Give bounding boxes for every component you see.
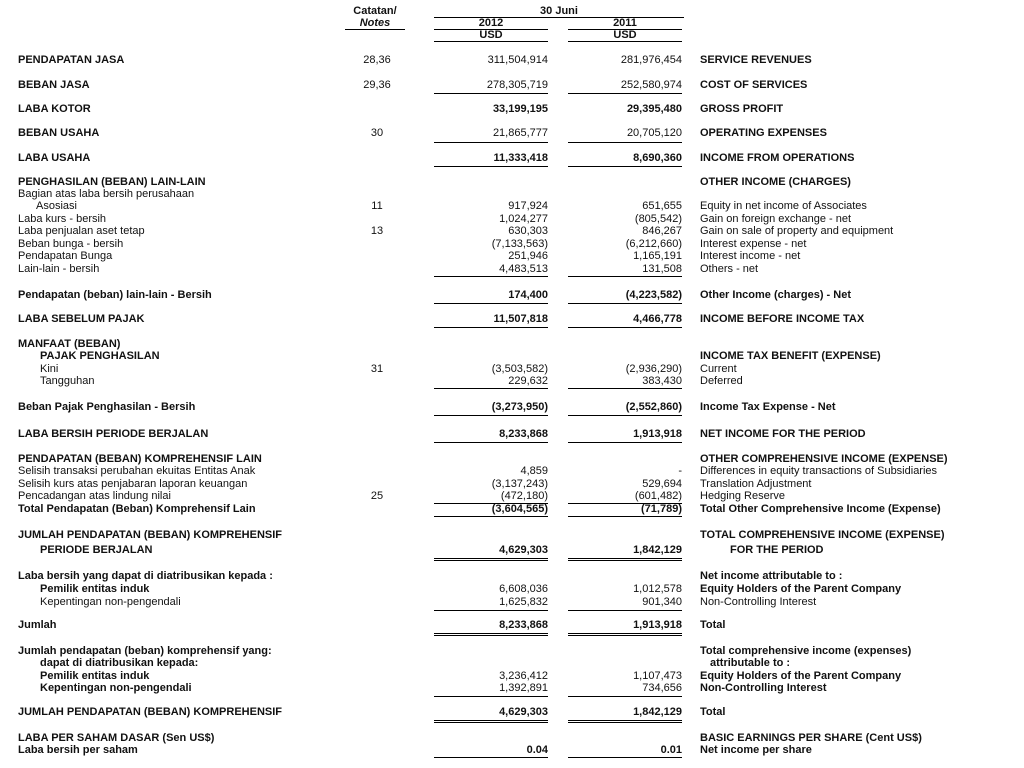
subtotal-rule xyxy=(434,166,548,167)
section-heading-en: OTHER COMPREHENSIVE INCOME (EXPENSE) xyxy=(700,453,948,465)
subtotal-rule xyxy=(568,610,682,611)
value-2011: 1,842,129 xyxy=(633,706,682,718)
value-2011: 1,842,129 xyxy=(633,544,682,556)
row-label-en: Differences in equity transactions of Subsidiaries xyxy=(700,465,938,477)
row-label-id: Laba kurs - bersih xyxy=(18,213,107,225)
value-2011: 529,694 xyxy=(642,478,682,490)
value-2012: 4,629,303 xyxy=(499,706,548,718)
subtotal-rule xyxy=(568,516,682,517)
row-label-id: Selisih transaksi perubahan ekuitas Entitas Anak xyxy=(18,465,256,477)
value-2012: 4,483,513 xyxy=(499,263,548,275)
value-2012: 4,629,303 xyxy=(499,544,548,556)
row-label-en: Equity Holders of the Parent Company xyxy=(700,583,902,595)
row-label-en: Others - net xyxy=(700,263,759,275)
value-2012: 917,924 xyxy=(508,200,548,212)
value-2012: 1,625,832 xyxy=(499,596,548,608)
row-label-id: Selisih kurs atas penjabaran laporan keuangan xyxy=(18,478,248,490)
subtotal-rule xyxy=(434,142,548,143)
section-heading-en: attributable to : xyxy=(710,657,791,669)
total-double-rule xyxy=(434,633,548,636)
section-heading-en: TOTAL COMPREHENSIVE INCOME (EXPENSE) xyxy=(700,529,945,541)
row-label-en: INCOME FROM OPERATIONS xyxy=(700,152,855,164)
value-2012: 8,233,868 xyxy=(499,428,548,440)
section-heading-id: Jumlah pendapatan (beban) komprehensif yang: xyxy=(18,645,272,657)
section-heading-en: OTHER INCOME (CHARGES) xyxy=(700,176,851,188)
row-label-id: Kini xyxy=(40,363,59,375)
value-2011: 252,580,974 xyxy=(620,79,682,91)
currency-2012-header: USD xyxy=(434,29,548,42)
row-note: 13 xyxy=(370,225,384,237)
value-2011: (71,789) xyxy=(641,503,682,515)
subtotal-rule xyxy=(434,303,548,304)
value-2011: 8,690,360 xyxy=(633,152,682,164)
row-label-id: Kepentingan non-pengendali xyxy=(40,682,192,694)
value-2012: 0.04 xyxy=(526,744,548,756)
row-label-en: Gain on foreign exchange - net xyxy=(700,213,852,225)
notes-header-id: Catatan/ xyxy=(353,5,397,17)
total-double-rule xyxy=(568,558,682,561)
year-2011-header: 2011 xyxy=(568,17,682,30)
value-2011: 1,913,918 xyxy=(633,619,682,631)
row-label-id: Beban Pajak Penghasilan - Bersih xyxy=(18,401,196,413)
value-2012: 11,507,818 xyxy=(493,313,548,325)
row-label-en: SERVICE REVENUES xyxy=(700,54,812,66)
row-label-en: INCOME BEFORE INCOME TAX xyxy=(700,313,865,325)
value-2011: (4,223,582) xyxy=(625,289,682,301)
value-2011: 901,340 xyxy=(642,596,682,608)
subtotal-rule xyxy=(568,696,682,697)
row-label-id: Kepentingan non-pengendali xyxy=(40,596,181,608)
row-label-en: Total Other Comprehensive Income (Expense) xyxy=(700,503,941,515)
value-2011: 734,656 xyxy=(642,682,682,694)
subtotal-rule xyxy=(434,327,548,328)
section-heading-en: Net income attributable to : xyxy=(700,570,843,582)
subtotal-rule xyxy=(568,415,682,416)
value-2012: 1,024,277 xyxy=(499,213,548,225)
currency-2011-header: USD xyxy=(568,29,682,42)
row-label-id: LABA BERSIH PERIODE BERJALAN xyxy=(18,428,209,440)
period-header: 30 Juni xyxy=(434,5,684,18)
value-2012: 11,333,418 xyxy=(493,152,548,164)
value-2011: (805,542) xyxy=(634,213,682,225)
row-label-id: Beban bunga - bersih xyxy=(18,238,124,250)
subtotal-rule xyxy=(568,757,682,758)
value-2012: 21,865,777 xyxy=(492,127,548,139)
value-2011: - xyxy=(678,465,682,477)
subtotal-rule xyxy=(568,327,682,328)
value-2012: 278,305,719 xyxy=(486,79,548,91)
value-2012: 4,859 xyxy=(520,465,548,477)
row-label-id: Pemilik entitas induk xyxy=(40,670,150,682)
value-2012: (3,273,950) xyxy=(491,401,548,413)
row-note: 31 xyxy=(370,363,384,375)
value-2011: 4,466,778 xyxy=(633,313,682,325)
row-label-en: Gain on sale of property and equipment xyxy=(700,225,894,237)
subtotal-rule xyxy=(568,93,682,94)
value-2012: 6,608,036 xyxy=(499,583,548,595)
value-2011: 383,430 xyxy=(642,375,682,387)
section-heading-id: PAJAK PENGHASILAN xyxy=(40,350,160,362)
value-2012: (3,604,565) xyxy=(491,503,548,515)
value-2011: 20,705,120 xyxy=(626,127,682,139)
row-label-id: LABA KOTOR xyxy=(18,103,91,115)
section-heading-id: LABA PER SAHAM DASAR (Sen US$) xyxy=(18,732,215,744)
total-double-rule xyxy=(434,720,548,723)
row-label-id: PERIODE BERJALAN xyxy=(40,544,153,556)
subtotal-rule xyxy=(568,142,682,143)
row-label-id: Laba penjualan aset tetap xyxy=(18,225,145,237)
value-2012: (7,133,563) xyxy=(491,238,548,250)
subtotal-rule xyxy=(434,442,548,443)
subtotal-rule xyxy=(568,303,682,304)
row-label-id: BEBAN USAHA xyxy=(18,127,100,139)
row-label-id: Asosiasi xyxy=(36,200,77,212)
value-2012: 33,199,195 xyxy=(492,103,548,115)
row-label-en: Translation Adjustment xyxy=(700,478,812,490)
section-heading-en: BASIC EARNINGS PER SHARE (Cent US$) xyxy=(700,732,922,744)
row-label-id: Bagian atas laba bersih perusahaan xyxy=(18,188,195,200)
value-2012: 174,400 xyxy=(508,289,548,301)
row-label-en: Deferred xyxy=(700,375,743,387)
subtotal-rule xyxy=(568,166,682,167)
subtotal-rule xyxy=(434,415,548,416)
row-label-id: Pendapatan Bunga xyxy=(18,250,113,262)
value-2011: 29,395,480 xyxy=(626,103,682,115)
value-2011: 1,012,578 xyxy=(633,583,682,595)
value-2012: 3,236,412 xyxy=(499,670,548,682)
section-heading-en: Total comprehensive income (expenses) xyxy=(700,645,912,657)
row-label-id: Total Pendapatan (Beban) Komprehensif Lain xyxy=(18,503,256,515)
row-label-en: GROSS PROFIT xyxy=(700,103,784,115)
row-label-en: COST OF SERVICES xyxy=(700,79,808,91)
subtotal-rule xyxy=(434,93,548,94)
value-2011: 131,508 xyxy=(642,263,682,275)
row-label-id: LABA SEBELUM PAJAK xyxy=(18,313,145,325)
section-heading-en: INCOME TAX BENEFIT (EXPENSE) xyxy=(700,350,881,362)
row-label-id: LABA USAHA xyxy=(18,152,91,164)
notes-header-en: Notes xyxy=(345,17,405,30)
value-2011: 846,267 xyxy=(642,225,682,237)
subtotal-rule xyxy=(434,610,548,611)
row-note: 28,36 xyxy=(363,54,391,66)
row-label-en: OPERATING EXPENSES xyxy=(700,127,827,139)
section-heading-id: PENGHASILAN (BEBAN) LAIN-LAIN xyxy=(18,176,206,188)
subtotal-rule xyxy=(434,757,548,758)
value-2012: 251,946 xyxy=(508,250,548,262)
row-label-en: Non-Controlling Interest xyxy=(700,682,827,694)
row-note: 11 xyxy=(371,200,383,212)
row-label-id: Lain-lain - bersih xyxy=(18,263,100,275)
value-2012: 1,392,891 xyxy=(499,682,548,694)
row-label-en: Other Income (charges) - Net xyxy=(700,289,851,301)
row-label-en: Interest expense - net xyxy=(700,238,807,250)
row-label-en: Income Tax Expense - Net xyxy=(700,401,836,413)
value-2011: (2,936,290) xyxy=(625,363,682,375)
row-label-id: Pendapatan (beban) lain-lain - Bersih xyxy=(18,289,212,301)
row-note: 29,36 xyxy=(363,79,391,91)
subtotal-rule xyxy=(434,696,548,697)
value-2011: 0.01 xyxy=(660,744,682,756)
row-note: 25 xyxy=(370,490,384,502)
row-label-en: Equity Holders of the Parent Company xyxy=(700,670,902,682)
row-label-id: BEBAN JASA xyxy=(18,79,90,91)
row-label-id: JUMLAH PENDAPATAN (BEBAN) KOMPREHENSIF xyxy=(18,706,282,718)
subtotal-rule xyxy=(434,276,548,277)
row-label-en: Net income per share xyxy=(700,744,812,756)
row-label-id: Pemilik entitas induk xyxy=(40,583,150,595)
row-label-id: Tangguhan xyxy=(40,375,95,387)
value-2011: (601,482) xyxy=(634,490,682,502)
value-2011: 281,976,454 xyxy=(620,54,682,66)
section-heading-id: PENDAPATAN (BEBAN) KOMPREHENSIF LAIN xyxy=(18,453,262,465)
subtotal-rule xyxy=(434,388,548,389)
row-label-en: Total xyxy=(700,706,726,718)
row-label-en: Interest income - net xyxy=(700,250,801,262)
section-heading-id: Laba bersih yang dapat di diatribusikan kepada : xyxy=(18,570,273,582)
row-label-id: Pencadangan atas lindung nilai xyxy=(18,490,171,502)
row-label-en: NET INCOME FOR THE PERIOD xyxy=(700,428,866,440)
total-double-rule xyxy=(568,633,682,636)
total-double-rule xyxy=(568,720,682,723)
value-2012: (3,137,243) xyxy=(491,478,548,490)
row-label-en: Hedging Reserve xyxy=(700,490,785,502)
row-label-id: Jumlah xyxy=(18,619,57,631)
value-2011: (2,552,860) xyxy=(625,401,682,413)
value-2011: (6,212,660) xyxy=(625,238,682,250)
row-label-en: Equity in net income of Associates xyxy=(700,200,867,212)
row-label-en: Non-Controlling Interest xyxy=(700,596,817,608)
value-2012: (472,180) xyxy=(500,490,548,502)
row-label-en: FOR THE PERIOD xyxy=(730,544,824,556)
value-2011: 1,107,473 xyxy=(633,670,682,682)
total-double-rule xyxy=(434,558,548,561)
section-heading-id: JUMLAH PENDAPATAN (BEBAN) KOMPREHENSIF xyxy=(18,529,282,541)
row-label-en: Total xyxy=(700,619,726,631)
subtotal-rule xyxy=(568,442,682,443)
value-2012: 229,632 xyxy=(508,375,548,387)
row-label-id: PENDAPATAN JASA xyxy=(18,54,125,66)
row-label-id: Laba bersih per saham xyxy=(18,744,138,756)
row-label-en: Current xyxy=(700,363,737,375)
value-2011: 1,165,191 xyxy=(633,250,682,262)
section-heading-id: MANFAAT (BEBAN) xyxy=(18,338,121,350)
value-2011: 1,913,918 xyxy=(633,428,682,440)
subtotal-rule xyxy=(568,388,682,389)
value-2012: 8,233,868 xyxy=(499,619,548,631)
section-heading-id: dapat di diatribusikan kepada: xyxy=(40,657,199,669)
year-2012-header: 2012 xyxy=(434,17,548,30)
subtotal-rule xyxy=(434,516,548,517)
value-2012: 630,303 xyxy=(508,225,548,237)
value-2011: 651,655 xyxy=(642,200,682,212)
subtotal-rule xyxy=(568,276,682,277)
value-2012: (3,503,582) xyxy=(491,363,548,375)
row-note: 30 xyxy=(370,127,384,139)
value-2012: 311,504,914 xyxy=(487,54,548,66)
